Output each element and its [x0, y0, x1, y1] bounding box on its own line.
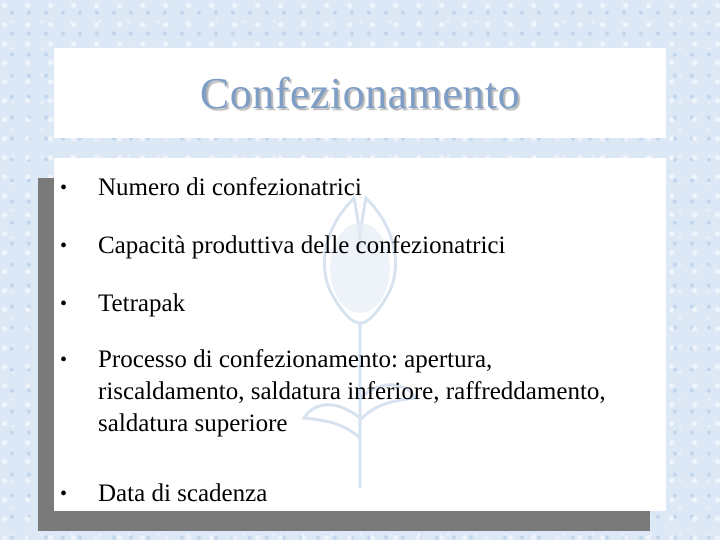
- bullet-text: Numero di confezionatrici: [98, 174, 362, 201]
- tulip-watermark-icon: [54, 158, 666, 511]
- content-panel: [54, 158, 666, 511]
- bullet-dot: •: [60, 349, 68, 371]
- bullet-dot: •: [60, 177, 68, 199]
- title-panel: [54, 48, 666, 138]
- bullet-dot: •: [60, 235, 68, 257]
- bullet-text: Processo di confezionamento: apertura, riscaldamento, saldatura inferiore, raffreddamento, saldatura superiore: [98, 346, 606, 437]
- slide-title: Confezionamento: [199, 68, 521, 118]
- bullet-dot: •: [60, 483, 68, 505]
- bullet-text: Capacità produttiva delle confezionatrici: [98, 232, 506, 259]
- bullet-dot: •: [60, 293, 68, 315]
- bullet-text: Data di scadenza: [98, 480, 268, 507]
- bullet-text: Tetrapak: [98, 290, 186, 317]
